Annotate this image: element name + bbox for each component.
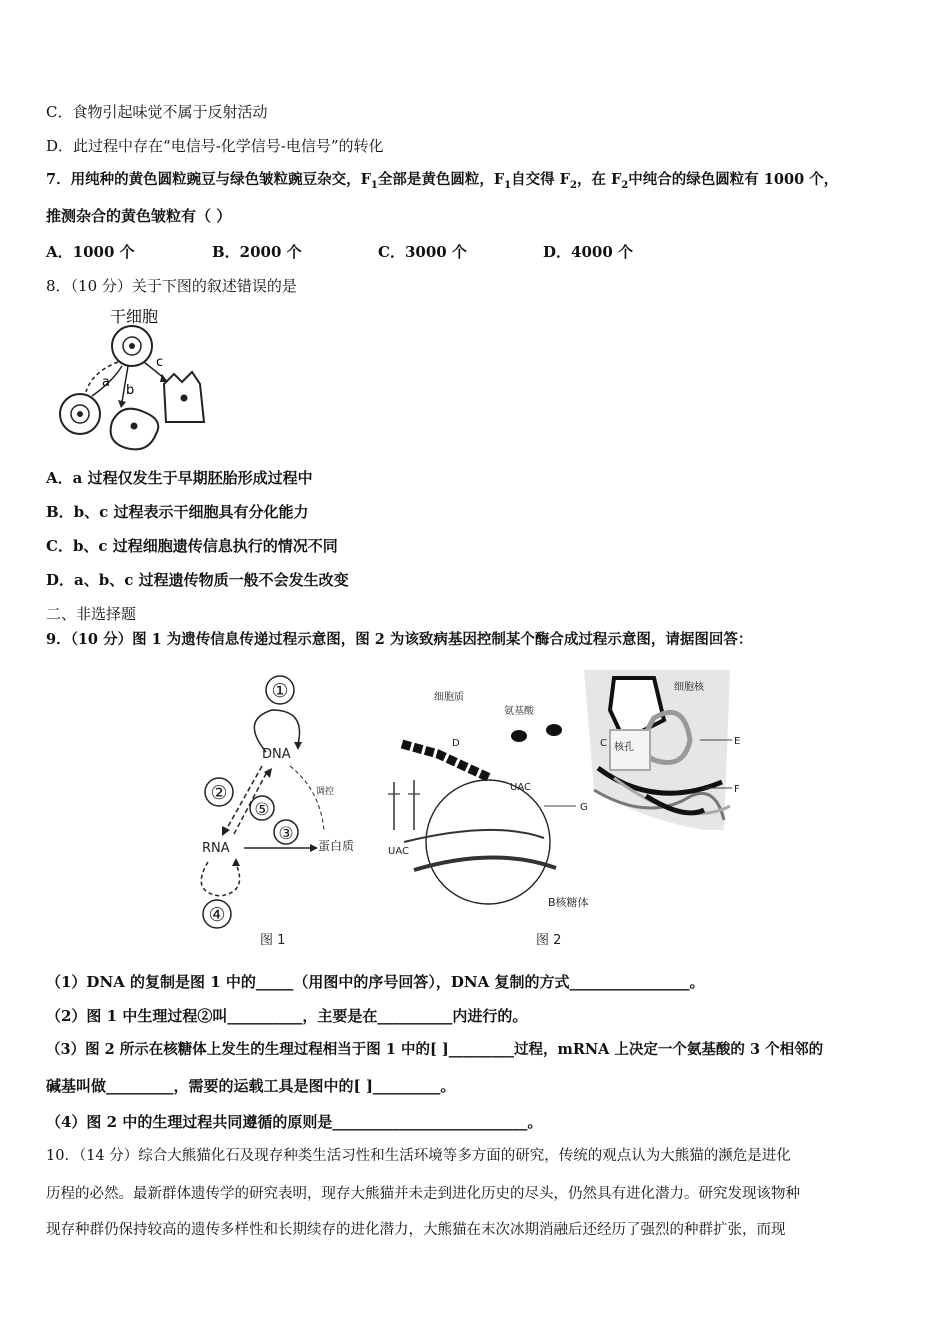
q9-sub2: （2）图 1 中生理过程②叫__________，主要是在__________内进行的。 xyxy=(46,1007,528,1025)
q9-sub1: （1）DNA 的复制是图 1 中的_____（用图中的序号回答），DNA 复制的方式________________。 xyxy=(46,973,705,991)
label-c: c xyxy=(156,355,164,370)
q7-stem-line1: 7．用纯种的黄色圆粒豌豆与绿色皱粒豌豆杂交，$F_1$全部是黄色圆粒，$F_1$自交得 $F_2$，在 $F_2$中纯合的绿色圆粒有 1000 个， xyxy=(46,171,839,191)
fig2-e: E xyxy=(734,736,741,747)
label-a: a xyxy=(102,375,110,390)
fig2-c: C xyxy=(600,738,607,749)
fig1-n4: ④ xyxy=(208,904,226,926)
section-heading: 二、非选择题 xyxy=(46,605,137,623)
q9-stem: 9．（10 分）图 1 为遗传信息传递过程示意图，图 2 为该致病基因控制某个酶合成过程示意图，请据图回答： xyxy=(46,631,753,648)
q10-line1: 10．（14 分）综合大熊猫化石及现存种类生活习性和生活环境等多方面的研究，传统的观点认为大熊猫的濒危是进化 xyxy=(46,1148,791,1164)
fig1-protein: 蛋白质 xyxy=(318,839,355,853)
fig1-n3: ③ xyxy=(278,824,294,844)
fig2-pore: 核孔 xyxy=(614,742,634,753)
fig2-g: G xyxy=(580,802,588,813)
q6-option-d: D．此过程中存在“电信号-化学信号-电信号”的转化 xyxy=(46,137,384,155)
stem-cell-figure xyxy=(52,302,222,460)
fig1-regulate: 调控 xyxy=(316,787,335,797)
fig1-caption: 图 1 xyxy=(260,933,286,948)
fig2-caption: 图 2 xyxy=(536,933,562,948)
fig1-dna: DNA xyxy=(262,747,291,762)
q8-option-d: D．a、b、c 过程遗传物质一般不会发生改变 xyxy=(46,571,349,589)
fig2-ribosome: B核糖体 xyxy=(548,896,589,909)
fig1-n2: ② xyxy=(210,782,228,804)
fig2-f: F xyxy=(734,784,740,795)
fig2-cytoplasm: 细胞质 xyxy=(434,692,464,703)
q9-sub3-line2: 碱基叫做_________，需要的运载工具是图中的[ ]_________。 xyxy=(46,1077,456,1095)
figure-1-central-dogma xyxy=(190,670,360,952)
q9-sub4: （4）图 2 中的生理过程共同遵循的原则是__________________________。 xyxy=(46,1113,543,1131)
fig1-n5: ⑤ xyxy=(254,800,270,820)
q8-stem: 8．（10 分）关于下图的叙述错误的是 xyxy=(46,277,297,295)
q7-option-d: D．4000 个 xyxy=(543,243,633,261)
figure-title: 干细胞 xyxy=(110,307,159,326)
fig2-nucleus: 细胞核 xyxy=(674,682,704,693)
q6-option-c: C．食物引起味觉不属于反射活动 xyxy=(46,103,268,121)
figure-2-translation xyxy=(384,670,754,952)
fig1-n1: ① xyxy=(271,680,289,702)
q8-option-c: C．b、c 过程细胞遗传信息执行的情况不同 xyxy=(46,537,338,555)
q8-option-b: B．b、c 过程表示干细胞具有分化能力 xyxy=(46,503,309,521)
fig2-d: D xyxy=(452,738,460,749)
q8-option-a: A．a 过程仅发生于早期胚胎形成过程中 xyxy=(46,469,313,487)
q7-stem-line2: 推测杂合的黄色皱粒有（ ） xyxy=(46,207,232,225)
fig2-amino: 氨基酸 xyxy=(504,706,534,717)
q9-sub3-line1: （3）图 2 所示在核糖体上发生的生理过程相当于图 1 中的[ ]_________过程，mRNA 上决定一个氨基酸的 3 个相邻的 xyxy=(46,1041,824,1058)
q7-option-a: A．1000 个 xyxy=(46,243,135,261)
fig2-uac: UAC xyxy=(388,846,409,857)
q7-option-b: B．2000 个 xyxy=(212,243,302,261)
fig2-uac-top: UAC xyxy=(510,782,531,793)
label-b: b xyxy=(126,383,135,398)
q10-line3: 现存种群仍保持较高的遗传多样性和长期续存的进化潜力，大熊猫在末次冰期消融后还经历了强烈的种群扩张，而现 xyxy=(46,1222,786,1238)
fig1-rna: RNA xyxy=(202,841,230,856)
q10-line2: 历程的必然。最新群体遗传学的研究表明，现存大熊猫并未走到进化历史的尽头，仍然具有进化潜力。研究发现该物种 xyxy=(46,1186,800,1202)
q7-option-c: C．3000 个 xyxy=(378,243,467,261)
